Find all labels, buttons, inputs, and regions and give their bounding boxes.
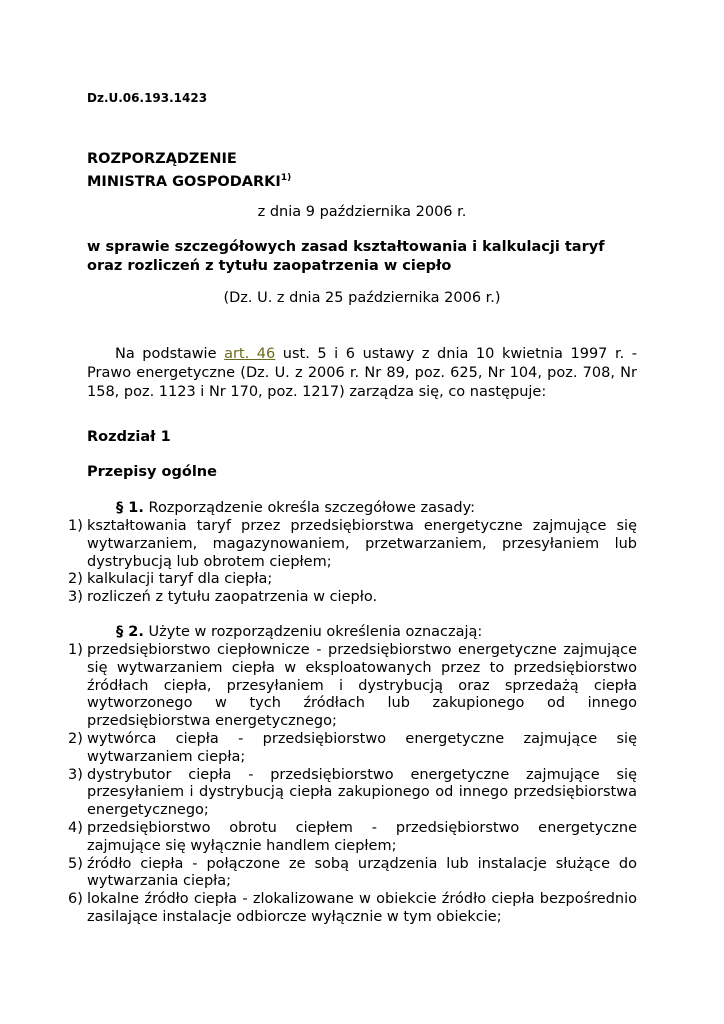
item-text: dystrybutor ciepła - przedsiębiorstwo energetyczne zajmujące się przesyłaniem i dystrybucją ciepła zakupionego od innego przedsiębiorstwa energetycznego; — [87, 766, 637, 819]
act-title-line2-text: MINISTRA GOSPODARKI — [87, 173, 281, 190]
item-number: 3) — [68, 766, 83, 783]
act-title-line2 — [87, 169, 291, 192]
legal-basis-intro: Na podstawie — [115, 346, 225, 362]
act-title-line1: ROZPORZĄDZENIE — [87, 151, 237, 167]
art-46-link[interactable]: art. 46 — [224, 346, 276, 362]
item-text: rozliczeń z tytułu zaopatrzenia w ciepło. — [87, 589, 378, 606]
item-number: 4) — [68, 819, 83, 836]
act-subject-line1: w sprawie szczegółowych zasad kształtowania i kalkulacji taryf — [87, 239, 605, 255]
paragraph-2-list — [68, 642, 637, 927]
item-number: 1) — [68, 642, 83, 658]
list-item — [68, 518, 637, 571]
paragraph-2-mark: § 2. — [116, 624, 144, 640]
legal-basis-text: ust. 5 i 6 ustawy z dnia 10 kwietnia 1997 r. - Prawo energetyczne (Dz. U. z 2006 r. Nr 89, poz. 625, Nr 104, poz. 708, Nr 158, poz. 1123 i Nr 170, poz. 1217) zarządza się, co następuje: — [87, 346, 637, 400]
list-item — [68, 767, 637, 820]
list-item — [68, 571, 637, 589]
publication-note: (Dz. U. z dnia 25 października 2006 r.) — [223, 290, 501, 306]
item-number: 6) — [68, 891, 83, 908]
item-number: 5) — [68, 855, 83, 872]
act-date: z dnia 9 października 2006 r. — [257, 204, 467, 220]
item-text: źródło ciepła - połączone ze sobą urządzenia lub instalacje służące do wytwarzania ciepła; — [87, 855, 637, 890]
list-item — [68, 731, 637, 767]
item-number: 2) — [68, 571, 83, 588]
paragraph-2-intro — [116, 624, 482, 640]
item-text: kształtowania taryf przez przedsiębiorstwa energetyczne zajmujące się wytwarzaniem, magazynowaniem, przetwarzaniem, przesyłaniem lub dystrybucją lub obrotem ciepłem; — [87, 518, 637, 570]
list-item — [68, 820, 637, 856]
item-text: przedsiębiorstwo ciepłownicze - przedsiębiorstwo energetyczne zajmujące się wytwarzaniem ciepła w eksploatowanych przez to przedsiębiorstwo źródłach ciepła, przesyłaniem i dystrybucją oraz sprzedażą ciepła wytworzonego w tych źródłach lub zakupionego od innego przedsiębiorstwa energetycznego; — [87, 642, 637, 730]
document-reference: Dz.U.06.193.1423 — [87, 91, 208, 105]
legal-basis — [87, 345, 637, 402]
list-item — [68, 642, 637, 731]
chapter-heading: Rozdział 1 — [87, 429, 171, 445]
chapter-title: Przepisy ogólne — [87, 464, 217, 480]
act-subject-line2: oraz rozliczeń z tytułu zaopatrzenia w ciepło — [87, 258, 452, 274]
footnote-mark: 1) — [280, 173, 292, 183]
act-subject — [87, 238, 605, 276]
paragraph-2-text: Użyte w rozporządzeniu określenia oznaczają: — [143, 624, 483, 640]
list-item — [68, 589, 637, 607]
paragraph-1-intro — [116, 500, 475, 516]
item-number: 3) — [68, 589, 83, 606]
paragraph-1-mark: § 1. — [116, 500, 144, 516]
item-text: przedsiębiorstwo obrotu ciepłem - przedsiębiorstwo energetyczne zajmujące się wyłącznie handlem ciepłem; — [87, 819, 637, 854]
act-title — [87, 150, 291, 192]
item-text: kalkulacji taryf dla ciepła; — [87, 571, 273, 588]
item-number: 2) — [68, 730, 83, 747]
item-number: 1) — [68, 518, 83, 534]
list-item — [68, 891, 637, 927]
list-item — [68, 856, 637, 892]
paragraph-1-text: Rozporządzenie określa szczegółowe zasady: — [143, 500, 476, 516]
paragraph-1-list — [68, 518, 637, 607]
item-text: lokalne źródło ciepła - zlokalizowane w obiekcie źródło ciepła bezpośrednio zasilające instalacje odbiorcze wyłącznie w tym obiekcie; — [87, 891, 637, 925]
item-text: wytwórca ciepła - przedsiębiorstwo energetyczne zajmujące się wytwarzaniem ciepła; — [87, 730, 637, 765]
